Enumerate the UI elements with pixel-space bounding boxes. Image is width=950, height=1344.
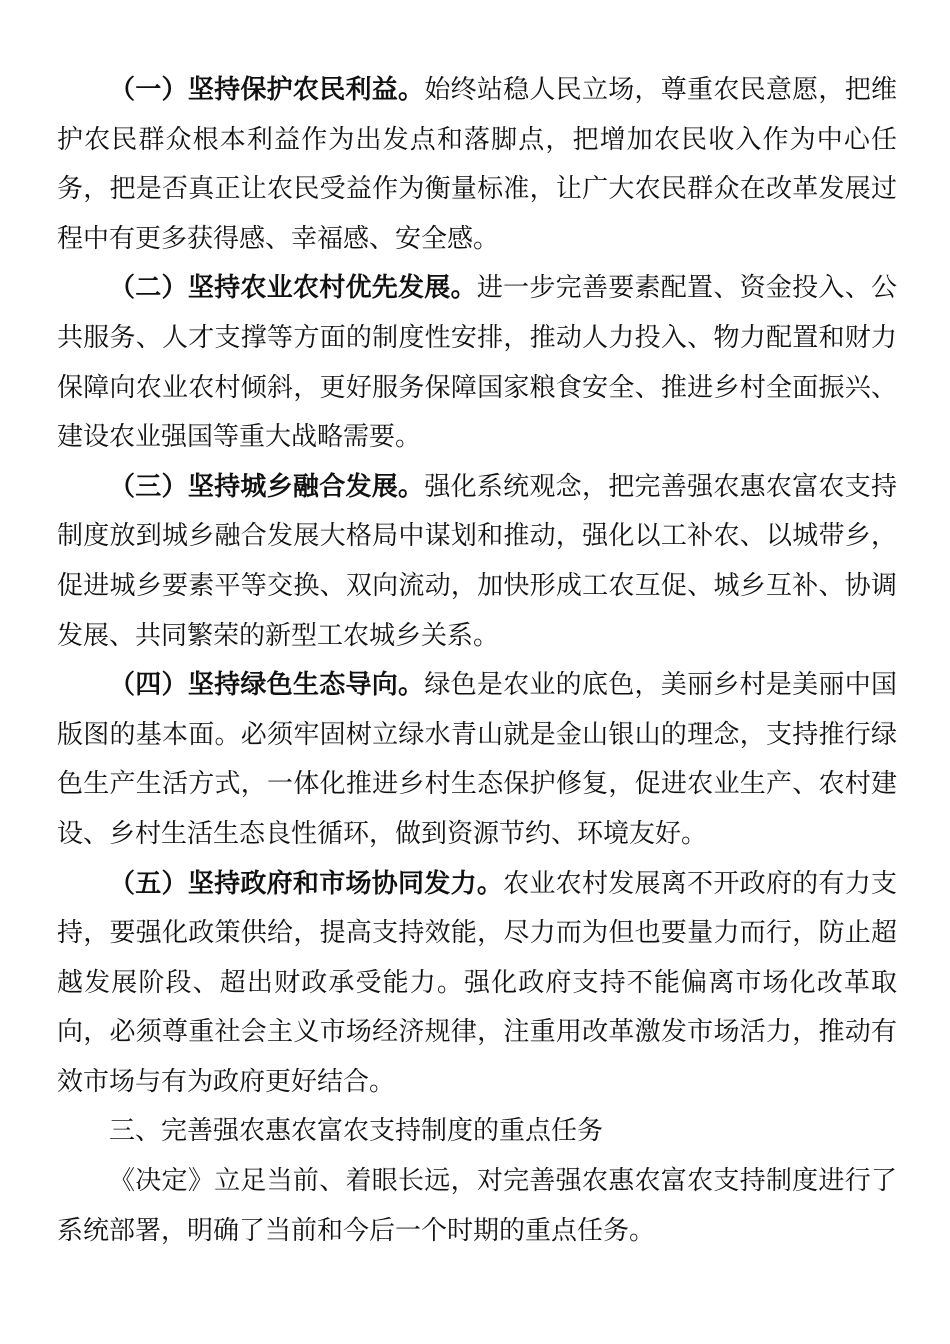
paragraph-3 (57, 463, 897, 661)
paragraph-4 (57, 661, 897, 859)
paragraph-5-body: 农业农村发展离不开政府的有力支持，要强化政策供给，提高支持效能，尽力而为但也要量力而行，防止超越发展阶段、超出财政承受能力。强化政府支持不能偏离市场化改革取向，必须尊重社会主义市场经济规律，注重用改革激发市场活力，推动有效市场与有为政府更好结合。 (57, 868, 897, 1097)
paragraph-3-body: 强化系统观念，把完善强农惠农富农支持制度放到城乡融合发展大格局中谋划和推动，强化以工补农、以城带乡，促进城乡要素平等交换、双向流动，加快形成工农互促、城乡互补、协调发展、共同繁荣的新型工农城乡关系。 (57, 471, 897, 651)
paragraph-2-lead: （二）坚持农业农村优先发展。 (109, 273, 477, 304)
paragraph-2 (57, 264, 897, 462)
closing-paragraph: 《决定》立足当前、着眼长远，对完善强农惠农富农支持制度进行了系统部署，明确了当前和今后一个时期的重点任务。 (57, 1166, 897, 1246)
paragraph-2-body: 进一步完善要素配置、资金投入、公共服务、人才支撑等方面的制度性安排，推动人力投入、物力配置和财力保障向农业农村倾斜，更好服务保障国家粮食安全、推进乡村全面振兴、建设农业强国等重大战略需要。 (57, 273, 897, 453)
paragraph-5-lead: （五）坚持政府和市场协同发力。 (109, 868, 504, 899)
paragraph-3-lead: （三）坚持城乡融合发展。 (109, 471, 425, 502)
paragraph-4-lead: （四）坚持绿色生态导向。 (109, 670, 425, 701)
paragraph-1-lead: （一）坚持保护农民利益。 (109, 75, 425, 105)
section-heading: 三、完善强农惠农富农支持制度的重点任务 (109, 1116, 604, 1147)
paragraph-5 (57, 860, 897, 1108)
document-page (57, 66, 897, 1256)
paragraph-1 (57, 66, 897, 264)
paragraph-1-body: 始终站稳人民立场，尊重农民意愿，把维护农民群众根本利益作为出发点和落脚点，把增加农民收入作为中心任务，把是否真正让农民受益作为衡量标准，让广大农民群众在改革发展过程中有更多获得感、幸福感、安全感。 (57, 75, 897, 254)
paragraph-4-body: 绿色是农业的底色，美丽乡村是美丽中国版图的基本面。必须牢固树立绿水青山就是金山银山的理念，支持推行绿色生产生活方式，一体化推进乡村生态保护修复，促进农业生产、农村建设、乡村生活生态良性循环，做到资源节约、环境友好。 (57, 670, 897, 849)
